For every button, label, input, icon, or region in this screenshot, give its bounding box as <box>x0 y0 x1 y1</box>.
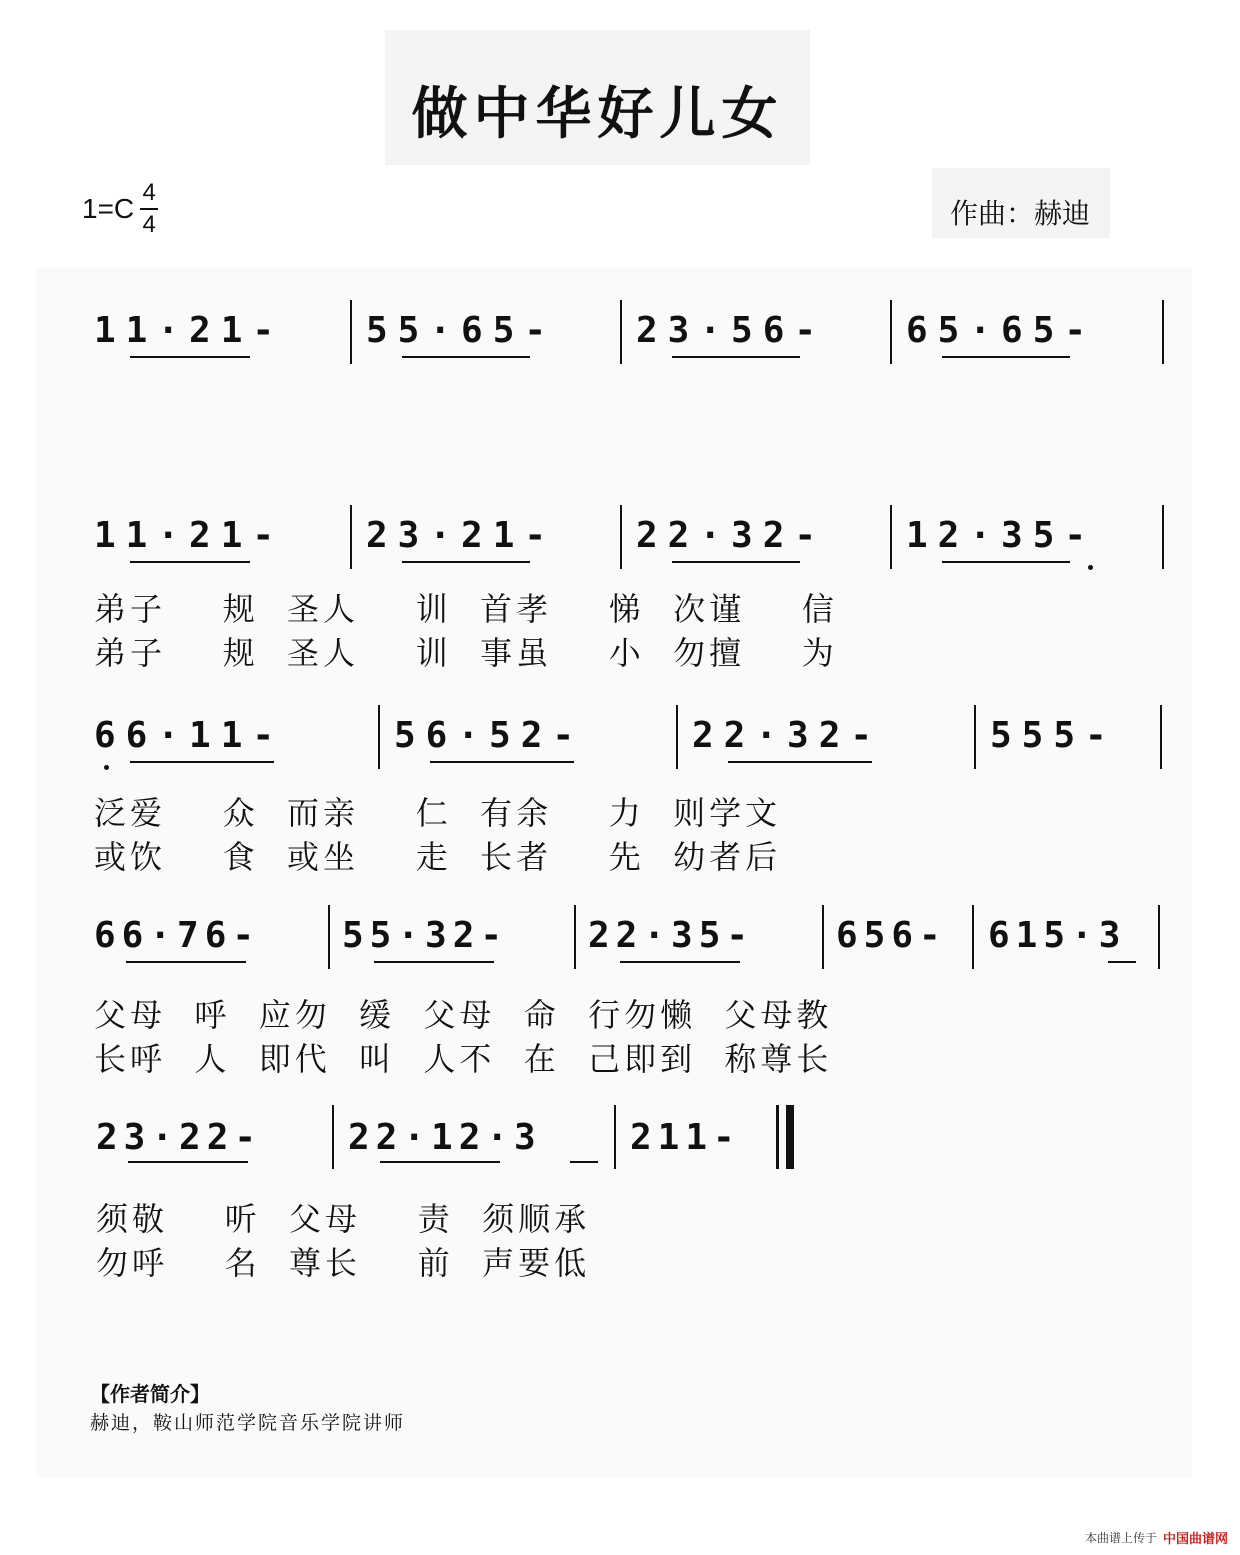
bar-line <box>328 905 330 969</box>
key-label: 1=C <box>82 193 135 224</box>
score-row-1 <box>0 300 1240 366</box>
measure: 66·76- <box>94 915 261 956</box>
bar-line <box>350 505 352 569</box>
bar-line <box>1160 705 1162 769</box>
lyric-line: 弟子 规 圣人 训 事虽 小 勿擅 为 <box>94 634 838 672</box>
title-panel <box>385 30 810 165</box>
measure: 11·21- <box>94 310 285 351</box>
beam <box>128 1161 248 1163</box>
measure: 656- <box>836 915 947 956</box>
measure: 66·11- <box>94 715 285 756</box>
score-row-4 <box>0 905 1240 971</box>
bar-line <box>972 905 974 969</box>
measure: 11·21- <box>94 515 285 556</box>
score-row-5 <box>0 1105 1240 1171</box>
bar-line <box>574 905 576 969</box>
measure: 65·65- <box>906 310 1097 351</box>
beam <box>570 1161 598 1163</box>
measure: 23·22- <box>96 1117 263 1158</box>
measure: 615·3 <box>988 915 1127 956</box>
lyric-line: 父母 呼 应勿 缓 父母 命 行勿懒 父母教 <box>94 996 833 1034</box>
footer <box>1085 1528 1228 1547</box>
beam <box>672 561 800 563</box>
lyric-line: 弟子 规 圣人 训 首孝 悌 次谨 信 <box>94 590 838 628</box>
site-logo[interactable]: 中国曲谱网 <box>1162 1532 1228 1547</box>
bar-line <box>620 505 622 569</box>
final-bar-thick <box>786 1105 794 1169</box>
bar-line <box>620 300 622 364</box>
key-signature <box>82 178 158 240</box>
score-row-3 <box>0 705 1240 771</box>
author-intro-heading: 【作者简介】 <box>90 1382 210 1406</box>
lyric-line: 勿呼 名 尊长 前 声要低 <box>96 1244 591 1282</box>
beam <box>380 1161 500 1163</box>
bar-line <box>822 905 824 969</box>
beam <box>620 961 740 963</box>
measure: 56·52- <box>394 715 585 756</box>
bar-line <box>350 300 352 364</box>
lyric-line: 泛爱 众 而亲 仁 有余 力 则学文 <box>94 794 782 832</box>
bar-line <box>1158 905 1160 969</box>
beam <box>402 356 530 358</box>
bar-line <box>1162 505 1164 569</box>
bar-line <box>890 505 892 569</box>
beam <box>374 961 494 963</box>
measure: 22·32- <box>692 715 883 756</box>
beam <box>728 761 872 763</box>
beam <box>430 761 574 763</box>
measure: 555- <box>990 715 1117 756</box>
beam <box>130 561 250 563</box>
lyric-line: 长呼 人 即代 叫 人不 在 己即到 称尊长 <box>94 1040 833 1078</box>
bar-line <box>378 705 380 769</box>
measure: 23·56- <box>636 310 827 351</box>
measure: 211- <box>630 1117 741 1158</box>
measure: 12·35- <box>906 515 1097 556</box>
beam <box>1108 961 1136 963</box>
measure: 23·21- <box>366 515 557 556</box>
lyric-line: 须敬 听 父母 责 须顺承 <box>96 1200 591 1238</box>
bar-line <box>890 300 892 364</box>
measure: 22·32- <box>636 515 827 556</box>
beam <box>130 356 250 358</box>
measure: 55·32- <box>342 915 509 956</box>
author-intro-body: 赫迪，鞍山师范学院音乐学院讲师 <box>90 1412 406 1434</box>
bar-line <box>974 705 976 769</box>
bar-line <box>676 705 678 769</box>
lyric-line: 或饮 食 或坐 走 长者 先 幼者后 <box>94 838 782 876</box>
beam <box>126 961 246 963</box>
beam <box>942 356 1070 358</box>
low-octave-dot <box>104 765 109 770</box>
beam <box>402 561 530 563</box>
measure: 22·35- <box>588 915 755 956</box>
time-top: 4 <box>142 179 156 206</box>
bar-line <box>1162 300 1164 364</box>
composer-credit: 作曲：赫迪 <box>950 197 1091 230</box>
beam <box>672 356 800 358</box>
bar-line <box>332 1105 334 1169</box>
score-row-2 <box>0 505 1240 571</box>
song-title: 做中华好儿女 <box>411 81 784 147</box>
bar-line <box>614 1105 616 1169</box>
composer-panel <box>932 168 1110 238</box>
time-signature <box>140 178 158 240</box>
final-bar-thin <box>776 1105 779 1169</box>
footer-text: 本曲谱上传于 <box>1084 1531 1157 1545</box>
measure: 22·12·3 <box>348 1117 542 1158</box>
measure: 55·65- <box>366 310 557 351</box>
low-octave-dot <box>1088 565 1093 570</box>
time-bottom: 4 <box>142 211 156 238</box>
beam <box>130 761 274 763</box>
beam <box>942 561 1070 563</box>
